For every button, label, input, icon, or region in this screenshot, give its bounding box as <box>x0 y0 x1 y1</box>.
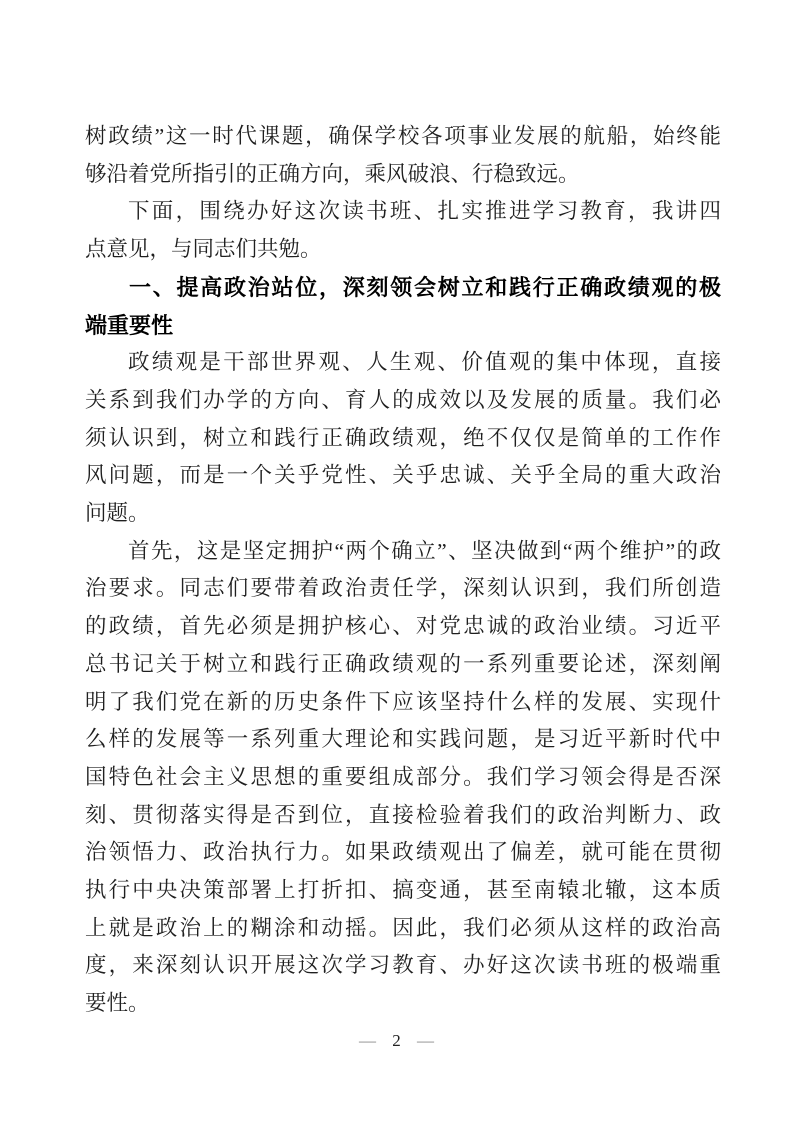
paragraph-line: 问题。 <box>85 501 150 526</box>
page-footer <box>0 1031 793 1051</box>
paragraph-line: 首先，这是坚定拥护“两个确立”、坚决做到“两个维护”的政 <box>128 538 721 563</box>
paragraph-line: 点意见，与同志们共勉。 <box>85 237 322 262</box>
paragraph-line: 须认识到，树立和践行正确政绩观，绝不仅仅是简单的工作作 <box>85 425 721 450</box>
paragraph-line: 度，来深刻认识开展这次学习教育、办好这次读书班的极端重 <box>85 953 721 978</box>
paragraph-line: 的政绩，首先必须是拥护核心、对党忠诚的政治业绩。习近平 <box>85 614 721 639</box>
paragraph-line: 要性。 <box>85 991 150 1016</box>
heading-line: 一、提高政治站位，深刻领会树立和践行正确政绩观的极 <box>129 274 721 300</box>
paragraph-line: 政绩观是干部世界观、人生观、价值观的集中体现，直接 <box>128 350 721 375</box>
paragraph-line: 么样的发展等一系列重大理论和实践问题，是习近平新时代中 <box>85 727 721 752</box>
paragraph-line: 树政绩”这一时代课题，确保学校各项事业发展的航船，始终能 <box>85 124 721 148</box>
paragraph-line: 治领悟力、政治执行力。如果政绩观出了偏差，就可能在贯彻 <box>85 840 721 865</box>
paragraph-line: 下面，围绕办好这次读书班、扎实推进学习教育，我讲四 <box>128 199 721 224</box>
paragraph-line: 治要求。同志们要带着政治责任学，深刻认识到，我们所创造 <box>85 576 721 601</box>
paragraph-line: 上就是政治上的糊涂和动摇。因此，我们必须从这样的政治高 <box>85 915 721 940</box>
paragraph-line: 总书记关于树立和践行正确政绩观的一系列重要论述，深刻阐 <box>85 651 721 676</box>
paragraph-line: 国特色社会主义思想的重要组成部分。我们学习领会得是否深 <box>85 764 721 789</box>
footer-right-dash: — <box>417 1031 434 1050</box>
paragraph-line: 够沿着党所指引的正确方向，乘风破浪、行稳致远。 <box>85 161 580 186</box>
paragraph-line: 执行中央决策部署上打折扣、搞变通，甚至南辕北辙，这本质 <box>85 878 721 903</box>
document-body <box>85 118 721 1023</box>
heading-line: 端重要性 <box>85 312 174 338</box>
paragraph-line: 明了我们党在新的历史条件下应该坚持什么样的发展、实现什 <box>85 689 721 714</box>
paragraph-line: 刻、贯彻落实得是否到位，直接检验着我们的政治判断力、政 <box>85 802 721 827</box>
paragraph-line: 风问题，而是一个关乎党性、关乎忠诚、关乎全局的重大政治 <box>85 463 721 488</box>
paragraph-line: 关系到我们办学的方向、育人的成效以及发展的质量。我们必 <box>85 387 721 412</box>
footer-left-dash: — <box>359 1031 376 1050</box>
page-number: 2 <box>392 1031 401 1050</box>
